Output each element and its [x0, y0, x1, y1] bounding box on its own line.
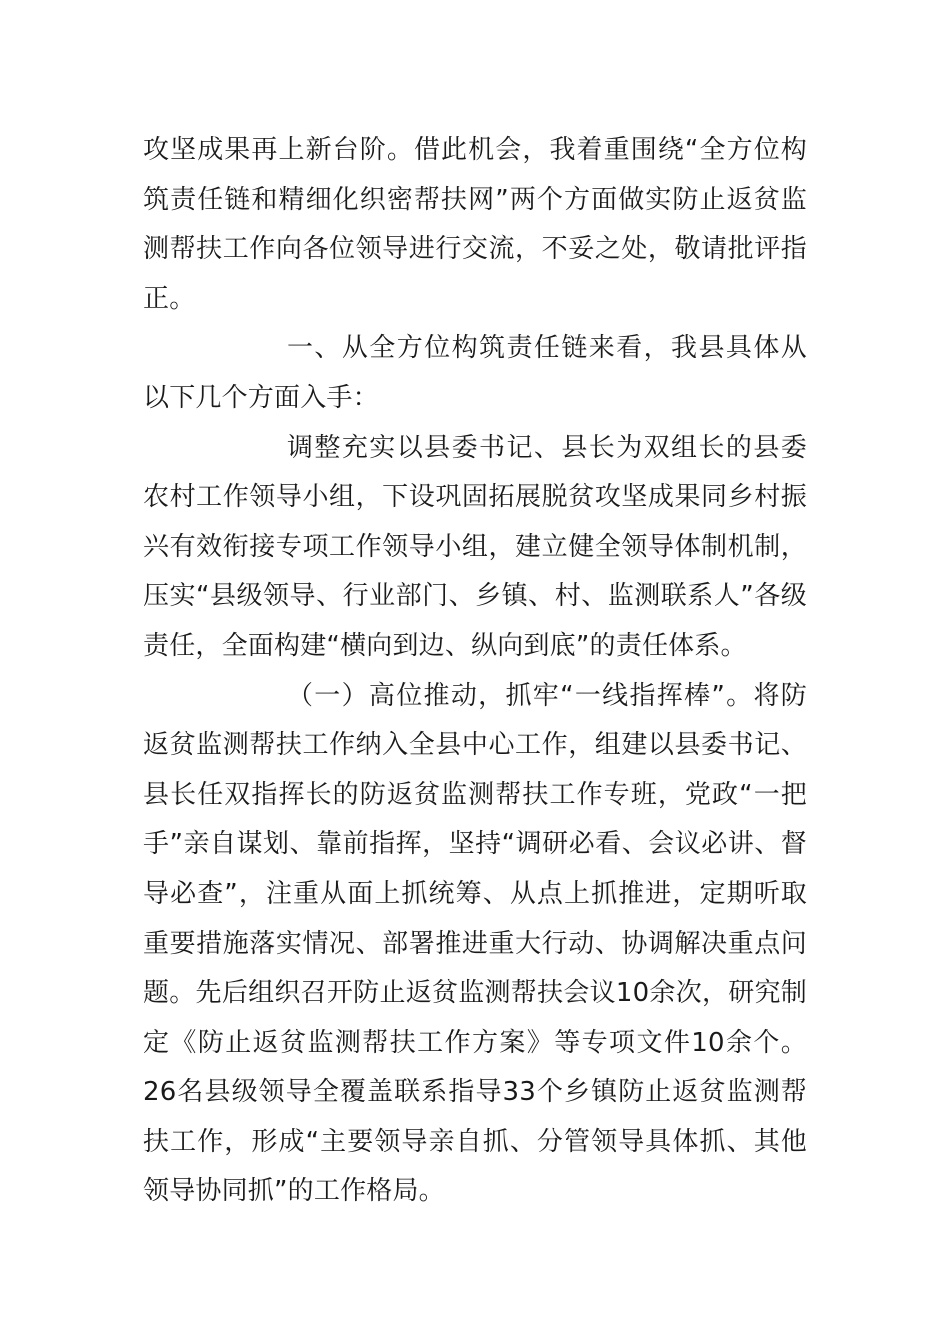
- paragraph-high-level-promotion: （一）高位推动，抓牢“一线指挥棒”。将防返贫监测帮扶工作纳入全县中心工作，组建以县委书记、县长任双指挥长的防返贫监测帮扶工作专班，党政“一把手”亲自谋划、靠前指挥，坚持“调研必看、会议必讲、督导必查”，注重从面上抓统筹、从点上抓推进，定期听取重要措施落实情况、部署推进重大行动、协调解决重点问题。先后组织召开防止返贫监测帮扶会议10余次，研究制定《防止返贫监测帮扶工作方案》等专项文件10余个。26名县级领导全覆盖联系指导33个乡镇防止返贫监测帮扶工作，形成“主要领导亲自抓、分管领导具体抓、其他领导协同抓”的工作格局。: [143, 680, 807, 1207]
- paragraph-intro: 攻坚成果再上新台阶。借此机会，我着重围绕“全方位构筑责任链和精细化织密帮扶网”两个方面做实防止返贫监测帮扶工作向各位领导进行交流，不妥之处，敬请批评指正。: [143, 135, 807, 314]
- document-body: [143, 126, 807, 1217]
- section-heading-responsibility-chain: 一、从全方位构筑责任链来看，我县具体从以下几个方面入手：: [143, 333, 807, 413]
- paragraph-leadership-structure: 调整充实以县委书记、县长为双组长的县委农村工作领导小组，下设巩固拓展脱贫攻坚成果同乡村振兴有效衔接专项工作领导小组，建立健全领导体制机制，压实“县级领导、行业部门、乡镇、村、监测联系人”各级责任，全面构建“横向到边、纵向到底”的责任体系。: [143, 432, 807, 661]
